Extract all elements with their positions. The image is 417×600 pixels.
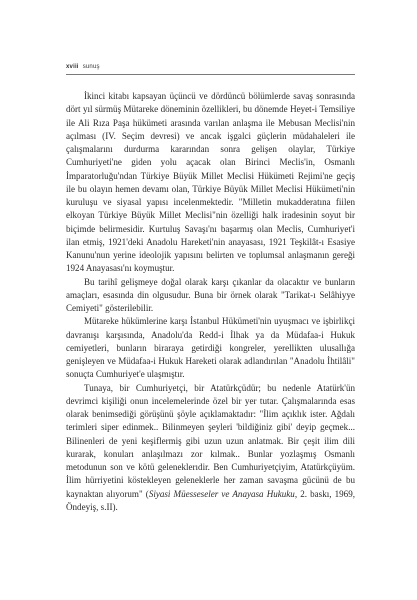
body-text [66,90,355,514]
paragraph-2: Bu tarihî gelişmeye doğal olarak karşı çıkanlar da olacaktır ve bunların amaçları, esasında din olgusudur. Buna bir örnek olarak "Tarikat-ı Selâhiyye Cemiyeti" gösterilebilir. [66,276,355,313]
paragraph-3: Mütareke hükümlerine karşı İstanbul Hükümeti'nin uyuşmacı ve işbirlikçi davranışı karşısında, Anadolu'da Redd-i İlhak ya da Müdafaa-i Hukuk cemiyetleri, bunların biraraya getirdiği kongreler, yerellikten ulusallığa genişleyen ve Müdafaa-i Hukuk Hareketi olarak adlandırılan "Anadolu İhtilâli" sonuçta Cumhuriyet'e ulaşmıştır. [66,316,355,380]
page-number: xviii [66,64,79,70]
paragraph-4 [66,382,355,515]
paragraph-1: İkinci kitabı kapsayan üçüncü ve dördüncü bölümlerde savaş sonrasında dört yıl sürmüş Mütareke döneminin özellikleri, bu dönemde Heyet-i Temsiliye ile Ali Rıza Paşa hükümeti arasında varılan anlaşma ile Mebusan Meclisi'nin açılması (IV. Seçim devresi) ve ancak işgalci güçlerin müdahaleleri ile çalışmalarını durdurma kararından sonra gelişen olaylar, Türkiye Cumhuriyeti'ne giden yolu açacak olan Birinci Meclis'in, Osmanlı İmparatorluğu'ndan Türkiye Büyük Millet Meclisi Hükümeti Rejimi'ne geçiş ile bu olayın hemen devamı olan, Türkiye Büyük Millet Meclisi Hükümeti'nin kuruluşu ve siyasal yapısı incelenmektedir. "Milletin mukadderatına fiilen elkoyan Türkiye Büyük Millet Meclisi"nin özelliği halk iradesinin soyut bir biçimde belirmesidir. Kurtuluş Savaşı'nı başarmış olan Meclis, Cumhuriyet'i ilan etmiş, 1921'deki Anadolu Hareketi'nin anayasası, 1921 Teşkilât-ı Esasiye Kanunu'nun yerine ideolojik yapısını belirten ve toplumsal anlaşmanın gereği 1924 Anayasası'nı koymuştur. [66,91,355,274]
source-title: Siyasi Müesseseler ve Anayasa Hukuku [148,488,295,499]
header-rule [66,74,355,75]
running-head [66,64,356,70]
paragraph-4-citation: , 2. baskı, 1969, Öndeyiş, s.II). [66,488,355,512]
section-title: sunuş [82,64,100,70]
paragraph-4-text: Tunaya, bir Cumhuriyetçi, bir Atatürkçüdür; bu nedenle Atatürk'ün devrimci kişiliği onun incelemelerinde özel bir yer tutar. Çalışmalarında esas olarak benimsediği görüşünü şöyle açıklamaktadır: "İlim açıklık ister. Ağdalı terimleri siper edinmek.. Bilinmeyen şeyleri 'bildiğiniz gibi' deyip geçmek... Bilinenleri de yeni keşiflermiş gibi uzun uzun anlatmak. Bir çeşit ilim dili kurarak, konuları anlaşılmazı zor kılmak.. Bunlar yozlaşmış Osmanlı metodunun son ve kötü geleneklerıdir. Ben Cumhuriyetçiyim, Atatürkçüyüm. İlim hürriyetini köstekleyen geleneklerle her zaman savaşma gücünü de bu kaynaktan alıyorum" ( [66,382,355,499]
